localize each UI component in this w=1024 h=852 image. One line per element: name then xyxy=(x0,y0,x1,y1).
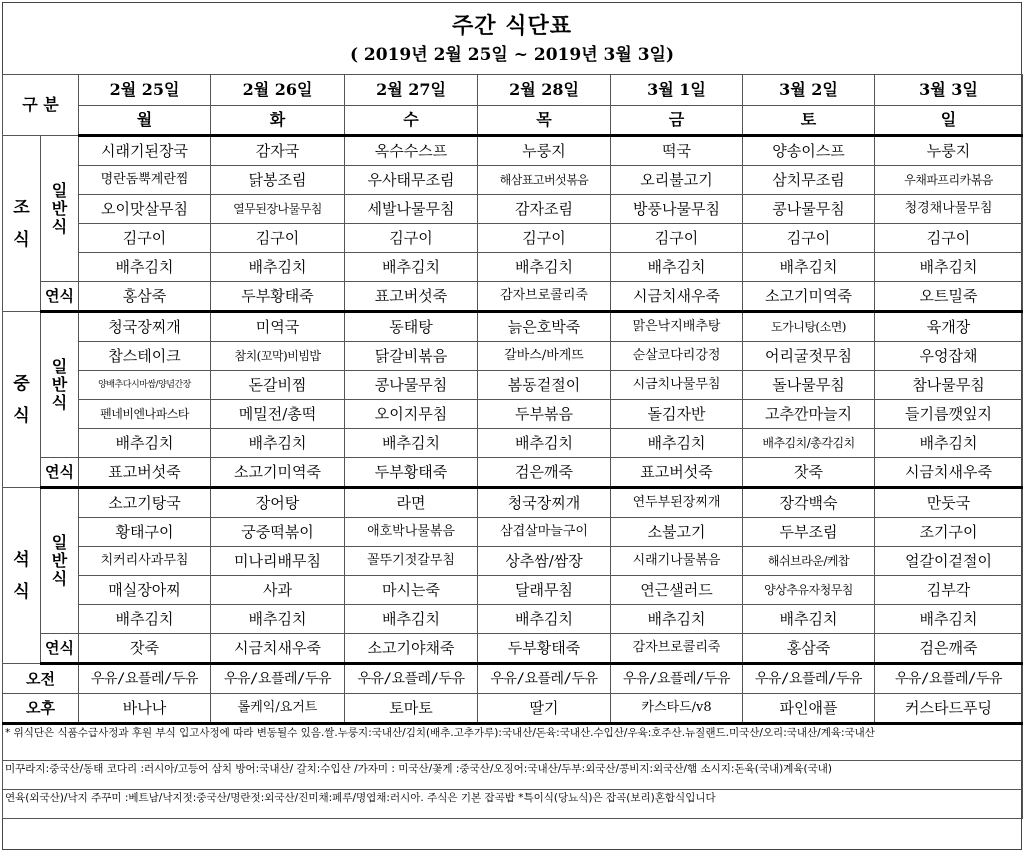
table-row xyxy=(3,694,1023,724)
porridge-label: 연식 xyxy=(41,634,79,664)
menu-item: 조기구이 xyxy=(875,518,1023,547)
menu-item: 방풍나물무침 xyxy=(611,195,743,224)
menu-item: 돈갈비찜 xyxy=(211,371,345,400)
table-row xyxy=(3,253,1023,282)
menu-item: 시금치나물무침 xyxy=(611,371,743,400)
menu-item: 닭갈비볶음 xyxy=(345,342,478,371)
menu-item: 누룽지 xyxy=(875,136,1023,166)
menu-item: 맑은낙지배추탕 xyxy=(611,312,743,342)
porridge-item: 감자브로콜리죽 xyxy=(478,282,611,312)
dinner-group-label: 석 식 xyxy=(3,488,41,664)
porridge-item: 홍삼죽 xyxy=(743,634,875,664)
date-header: 2월 26일 xyxy=(211,75,345,106)
menu-item: 도가니탕(소면) xyxy=(743,312,875,342)
table-row xyxy=(3,166,1023,195)
menu-item: 청국장찌개 xyxy=(478,488,611,518)
morning-snack-label: 오전 xyxy=(3,664,79,694)
origin-note: * 위식단은 식품수급사정과 후원 부식 입고사정에 따라 변동될수 있음.쌀.누룽지:국내산/김치(배추.고추가루):국내산/돈육:국내산.수입산/우육:호주산.뉴질랜드.미국산/오리:국내산/계육:국내산 xyxy=(3,724,1023,761)
snack-item: 우유/요플레/두유 xyxy=(478,664,611,694)
menu-item: 배추김치 xyxy=(478,253,611,282)
porridge-item: 두부황태죽 xyxy=(478,634,611,664)
menu-item: 찹스테이크 xyxy=(79,342,211,371)
menu-item: 궁중떡볶이 xyxy=(211,518,345,547)
menu-item: 소고기탕국 xyxy=(79,488,211,518)
menu-item: 육개장 xyxy=(875,312,1023,342)
general-diet-label: 일 반 식 xyxy=(41,136,79,282)
menu-item: 참치(꼬막)비빔밥 xyxy=(211,342,345,371)
menu-item: 오리불고기 xyxy=(611,166,743,195)
date-header: 3월 2일 xyxy=(743,75,875,106)
menu-item: 메밀전/총떡 xyxy=(211,400,345,429)
porridge-item: 시금치새우죽 xyxy=(875,458,1023,488)
lunch-group-label: 중 식 xyxy=(3,312,41,488)
menu-item: 연두부된장찌개 xyxy=(611,488,743,518)
menu-item: 닭봉조림 xyxy=(211,166,345,195)
menu-item: 두부조림 xyxy=(743,518,875,547)
date-header: 3월 3일 xyxy=(875,75,1023,106)
table-row xyxy=(3,547,1023,576)
table-row xyxy=(3,605,1023,634)
dow-header: 월 xyxy=(79,106,211,136)
table-row xyxy=(3,282,1023,312)
menu-item: 연근샐러드 xyxy=(611,576,743,605)
menu-item: 청국장찌개 xyxy=(79,312,211,342)
table-row xyxy=(3,488,1023,518)
date-header: 2월 28일 xyxy=(478,75,611,106)
menu-item: 김부각 xyxy=(875,576,1023,605)
menu-item: 소불고기 xyxy=(611,518,743,547)
menu-item: 시래기된장국 xyxy=(79,136,211,166)
table-row xyxy=(3,224,1023,253)
menu-item: 배추김치 xyxy=(875,605,1023,634)
origin-note: 미꾸라지:중국산/동태 코다리 :러시아/고등어 삼치 방어:국내산/ 갈치:수입산 /가자미 : 미국산/꽃게 :중국산/오징어:국내산/두부:외국산/콩비지:외국산/햄 소시지:돈육(국내)계육(국내) xyxy=(3,761,1023,790)
snack-item: 우유/요플레/두유 xyxy=(79,664,211,694)
menu-item: 배추김치 xyxy=(478,605,611,634)
menu-item: 배추김치 xyxy=(743,253,875,282)
table-row xyxy=(3,312,1023,342)
porridge-label: 연식 xyxy=(41,458,79,488)
menu-item: 배추김치 xyxy=(345,605,478,634)
menu-item: 봄동겉절이 xyxy=(478,371,611,400)
gubun-header: 구 분 xyxy=(3,75,79,136)
porridge-item: 잣죽 xyxy=(743,458,875,488)
snack-item: 바나나 xyxy=(79,694,211,724)
menu-item: 떡국 xyxy=(611,136,743,166)
snack-item: 우유/요플레/두유 xyxy=(211,664,345,694)
menu-item: 펜네비엔나파스타 xyxy=(79,400,211,429)
table-row xyxy=(3,634,1023,664)
porridge-item: 표고버섯죽 xyxy=(345,282,478,312)
menu-item: 달래무침 xyxy=(478,576,611,605)
menu-item: 김구이 xyxy=(611,224,743,253)
menu-item: 해쉬브라운/케찹 xyxy=(743,547,875,576)
menu-item: 매실장아찌 xyxy=(79,576,211,605)
date-header: 3월 1일 xyxy=(611,75,743,106)
snack-item: 딸기 xyxy=(478,694,611,724)
snack-item: 우유/요플레/두유 xyxy=(743,664,875,694)
dow-header: 토 xyxy=(743,106,875,136)
menu-item: 라면 xyxy=(345,488,478,518)
porridge-item: 시금치새우죽 xyxy=(611,282,743,312)
menu-item: 배추김치 xyxy=(875,429,1023,458)
breakfast-group-label: 조 식 xyxy=(3,136,41,312)
snack-item: 우유/요플레/두유 xyxy=(611,664,743,694)
menu-item: 양상추유자청무침 xyxy=(743,576,875,605)
porridge-label: 연식 xyxy=(41,282,79,312)
menu-item: 감자국 xyxy=(211,136,345,166)
menu-item: 미역국 xyxy=(211,312,345,342)
general-diet-label: 일 반 식 xyxy=(41,312,79,458)
dow-header: 화 xyxy=(211,106,345,136)
menu-item: 오이맛살무침 xyxy=(79,195,211,224)
menu-item: 배추김치 xyxy=(611,429,743,458)
origin-note: 연육(외국산)/낙지 주꾸미 :베트남/낙지젓:중국산/명란젓:외국산/진미채:페루/명엽채:러시아. 주식은 기본 잡곡밥 *특이식(당뇨식)은 잡곡(보리)혼합식입니다 xyxy=(3,790,1023,819)
weekly-menu-table xyxy=(2,74,1023,819)
menu-item: 갈바스/바게뜨 xyxy=(478,342,611,371)
dow-header: 일 xyxy=(875,106,1023,136)
porridge-item: 감자브로콜리죽 xyxy=(611,634,743,664)
menu-item: 상추쌈/쌈장 xyxy=(478,547,611,576)
menu-item: 고추깐마늘지 xyxy=(743,400,875,429)
porridge-item: 소고기미역죽 xyxy=(743,282,875,312)
menu-item: 열무된장나물무침 xyxy=(211,195,345,224)
menu-item: 장각백숙 xyxy=(743,488,875,518)
menu-item: 얼갈이겉절이 xyxy=(875,547,1023,576)
period-subtitle: ( 2019년 2월 25일 ~ 2019년 3월 3일) xyxy=(349,45,675,65)
porridge-item: 검은깨죽 xyxy=(875,634,1023,664)
page-title: 주간 식단표 xyxy=(452,13,572,39)
menu-item: 참나물무침 xyxy=(875,371,1023,400)
menu-item: 양배추다시마쌈/양념간장 xyxy=(79,371,211,400)
menu-item: 우사태무조림 xyxy=(345,166,478,195)
menu-item: 장어탕 xyxy=(211,488,345,518)
dow-header: 수 xyxy=(345,106,478,136)
menu-item: 치커리사과무침 xyxy=(79,547,211,576)
table-row xyxy=(3,371,1023,400)
table-row xyxy=(3,724,1023,761)
table-row xyxy=(3,195,1023,224)
menu-item: 배추김치 xyxy=(478,429,611,458)
menu-item: 돌나물무침 xyxy=(743,371,875,400)
general-diet-label: 일 반 식 xyxy=(41,488,79,634)
snack-item: 카스타드/v8 xyxy=(611,694,743,724)
menu-item: 김구이 xyxy=(211,224,345,253)
menu-item: 배추김치 xyxy=(345,429,478,458)
menu-item: 늙은호박죽 xyxy=(478,312,611,342)
table-row xyxy=(3,576,1023,605)
menu-item: 황태구이 xyxy=(79,518,211,547)
menu-item: 사과 xyxy=(211,576,345,605)
porridge-item: 두부황태죽 xyxy=(345,458,478,488)
table-row xyxy=(3,342,1023,371)
menu-item: 배추김치 xyxy=(79,605,211,634)
snack-item: 토마토 xyxy=(345,694,478,724)
snack-item: 커스타드푸딩 xyxy=(875,694,1023,724)
menu-item: 해삼표고버섯볶음 xyxy=(478,166,611,195)
menu-item: 삼치무조림 xyxy=(743,166,875,195)
porridge-item: 오트밀죽 xyxy=(875,282,1023,312)
menu-item: 만둣국 xyxy=(875,488,1023,518)
menu-item: 삼겹살마늘구이 xyxy=(478,518,611,547)
table-row xyxy=(3,75,1023,106)
menu-item: 김구이 xyxy=(478,224,611,253)
menu-item: 미나리배무침 xyxy=(211,547,345,576)
snack-item: 우유/요플레/두유 xyxy=(345,664,478,694)
porridge-item: 소고기야채죽 xyxy=(345,634,478,664)
menu-item: 꼴뚜기젓갈무침 xyxy=(345,547,478,576)
menu-item: 우채파프리카볶음 xyxy=(875,166,1023,195)
menu-item: 명란돔뿍계란찜 xyxy=(79,166,211,195)
menu-item: 배추김치 xyxy=(611,253,743,282)
afternoon-snack-label: 오후 xyxy=(3,694,79,724)
menu-item: 배추김치 xyxy=(211,429,345,458)
menu-item: 누룽지 xyxy=(478,136,611,166)
menu-item: 김구이 xyxy=(875,224,1023,253)
table-row xyxy=(3,136,1023,166)
porridge-item: 표고버섯죽 xyxy=(79,458,211,488)
menu-item: 김구이 xyxy=(345,224,478,253)
menu-item: 마시는죽 xyxy=(345,576,478,605)
menu-item: 배추김치 xyxy=(211,253,345,282)
menu-item: 세발나물무침 xyxy=(345,195,478,224)
dow-header: 금 xyxy=(611,106,743,136)
menu-item: 감자조림 xyxy=(478,195,611,224)
table-row xyxy=(3,761,1023,790)
menu-item: 콩나물무침 xyxy=(345,371,478,400)
porridge-item: 두부황태죽 xyxy=(211,282,345,312)
table-row xyxy=(3,429,1023,458)
menu-item: 김구이 xyxy=(743,224,875,253)
snack-item: 우유/요플레/두유 xyxy=(875,664,1023,694)
menu-item: 배추김치 xyxy=(743,605,875,634)
table-row xyxy=(3,458,1023,488)
date-header: 2월 25일 xyxy=(79,75,211,106)
table-row xyxy=(3,790,1023,819)
menu-item: 배추김치/총각김치 xyxy=(743,429,875,458)
table-row xyxy=(3,106,1023,136)
menu-item: 동태탕 xyxy=(345,312,478,342)
menu-item: 배추김치 xyxy=(79,429,211,458)
menu-item: 양송이스프 xyxy=(743,136,875,166)
menu-item: 오이지무침 xyxy=(345,400,478,429)
menu-item: 배추김치 xyxy=(611,605,743,634)
menu-item: 청경채나물무침 xyxy=(875,195,1023,224)
porridge-item: 검은깨죽 xyxy=(478,458,611,488)
dow-header: 목 xyxy=(478,106,611,136)
menu-item: 두부볶음 xyxy=(478,400,611,429)
table-row xyxy=(3,400,1023,429)
date-header: 2월 27일 xyxy=(345,75,478,106)
porridge-item: 시금치새우죽 xyxy=(211,634,345,664)
menu-item: 우엉잡채 xyxy=(875,342,1023,371)
snack-item: 롤케익/요거트 xyxy=(211,694,345,724)
menu-item: 배추김치 xyxy=(211,605,345,634)
menu-item: 배추김치 xyxy=(345,253,478,282)
menu-item: 순살코다리강정 xyxy=(611,342,743,371)
table-row xyxy=(3,518,1023,547)
menu-item: 애호박나물볶음 xyxy=(345,518,478,547)
menu-item: 돌김자반 xyxy=(611,400,743,429)
porridge-item: 소고기미역죽 xyxy=(211,458,345,488)
porridge-item: 홍삼죽 xyxy=(79,282,211,312)
porridge-item: 표고버섯죽 xyxy=(611,458,743,488)
menu-item: 배추김치 xyxy=(875,253,1023,282)
menu-item: 들기름깻잎지 xyxy=(875,400,1023,429)
menu-item: 배추김치 xyxy=(79,253,211,282)
porridge-item: 잣죽 xyxy=(79,634,211,664)
menu-item: 시래기나물볶음 xyxy=(611,547,743,576)
menu-item: 옥수수스프 xyxy=(345,136,478,166)
menu-item: 어리굴젓무침 xyxy=(743,342,875,371)
table-row xyxy=(3,664,1023,694)
menu-item: 김구이 xyxy=(79,224,211,253)
snack-item: 파인애플 xyxy=(743,694,875,724)
menu-item: 콩나물무침 xyxy=(743,195,875,224)
